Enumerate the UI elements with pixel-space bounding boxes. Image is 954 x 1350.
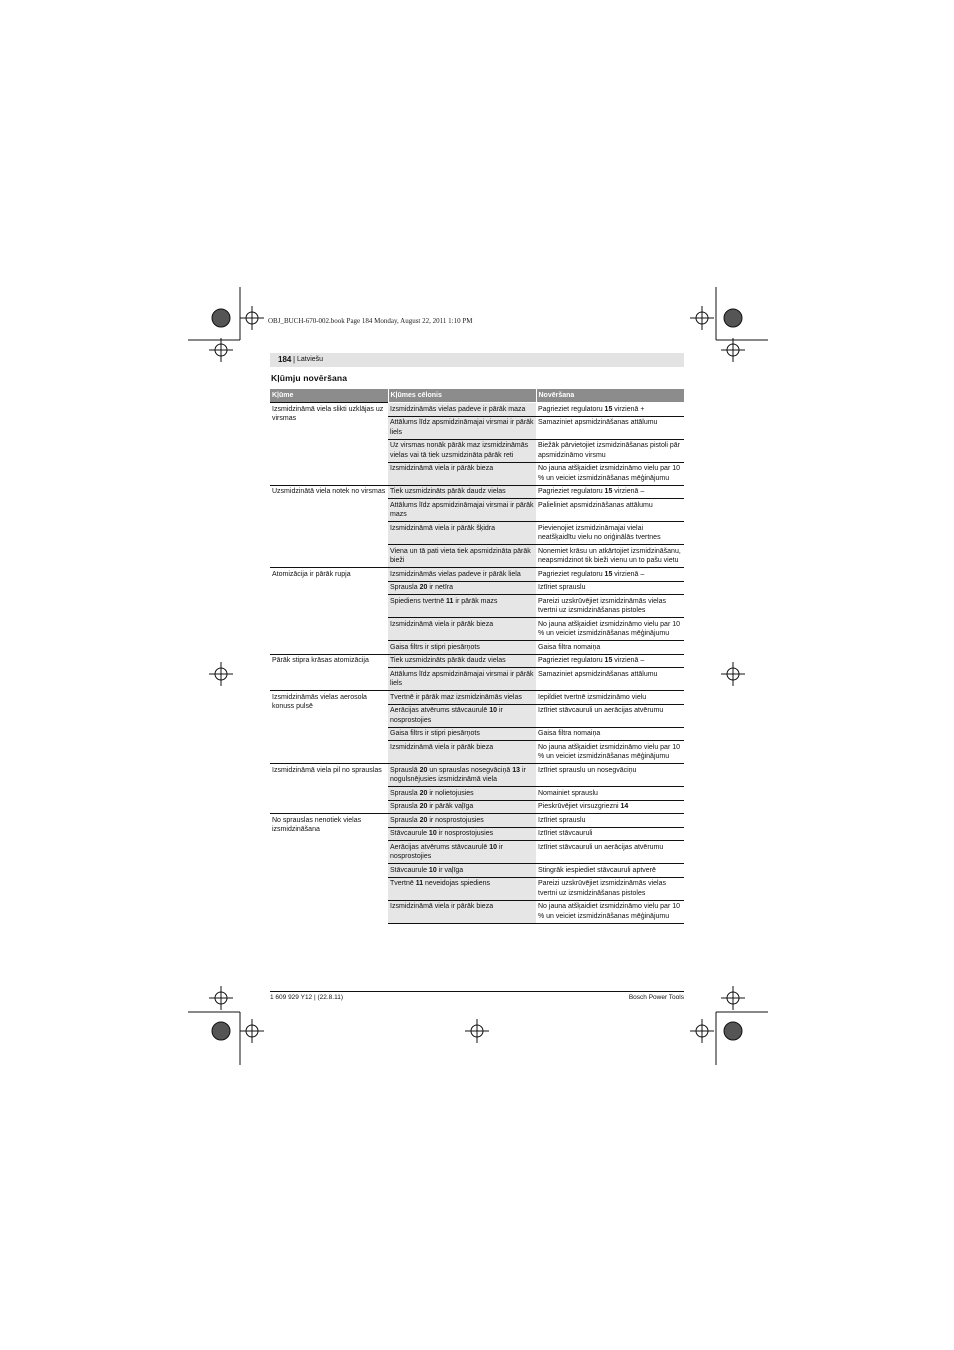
text-fragment: Spiediens tvertnē: [390, 597, 447, 605]
text-fragment: virzienā –: [612, 488, 645, 495]
cause-cell: [388, 864, 536, 878]
cause-cell: [388, 877, 536, 900]
part-number: 10: [489, 843, 498, 851]
remedy-cell: [536, 864, 684, 878]
file-info-line: OBJ_BUCH-670-002.book Page 184 Monday, August 22, 2011 1:10 PM: [268, 317, 473, 325]
text-fragment: virzienā –: [612, 657, 645, 664]
fault-cell: Izsmidzināmās vielas aerosola konuss pulsē: [270, 691, 388, 764]
cause-cell: Uz virsmas nonāk pārāk maz izsmidzināmās vielas vai tā tiek uzsmidzināta pārāk reti: [388, 439, 536, 462]
cause-cell: Gaisa filtrs ir stipri piesārņots: [388, 727, 536, 741]
cause-cell: Viena un tā pati vieta tiek apsmidzināta pārāk bieži: [388, 545, 536, 568]
table-row: [270, 691, 684, 705]
fault-cell: Pārāk stipra krāsas atomizācija: [270, 654, 388, 691]
text-fragment: ir nosprostojusies: [436, 830, 494, 837]
text-fragment: Pareizi uzskrūvējiet izsmidzināmās vielas tvertni uz izsmidzināšanas pistoles: [538, 597, 666, 614]
cause-cell: Izsmidzināmā viela ir pārāk bieza: [388, 618, 536, 641]
text-fragment: ir vaļīga: [436, 866, 464, 874]
text-fragment: Pagrieziet regulatoru: [538, 657, 605, 664]
part-number: 14: [620, 803, 629, 810]
table-row: [270, 485, 684, 499]
text-fragment: ir nosprostojies: [390, 843, 503, 860]
cause-cell: Izsmidzināmā viela ir pārāk bieza: [388, 462, 536, 485]
text-fragment: Nonemiet krāsu un atkārtojiet izsmidzināšanu, neapsmidzinot tik bieži vienu un to pašu vietu: [538, 547, 681, 564]
text-fragment: virzienā +: [612, 405, 645, 413]
text-fragment: No jauna atšķaidiet izsmidzināmo vielu par 10 % un veiciet izsmidzināšanas mēģinājumu: [538, 620, 681, 637]
part-number: 10: [428, 866, 437, 874]
cause-cell: Tiek uzsmidzināts pārāk daudz vielas: [388, 485, 536, 499]
footer-brand: Bosch Power Tools: [628, 994, 684, 1001]
cause-cell: [388, 827, 536, 841]
text-fragment: Aerācijas atvērums stāvcaurulē: [390, 843, 490, 851]
cause-cell: Izsmidzināmās vielas padeve ir pārāk maza: [388, 403, 536, 417]
text-fragment: Pagrieziet regulatoru: [538, 570, 605, 578]
text-fragment: Stāvcaurule: [390, 866, 429, 874]
fault-cell: Izsmidzināmā viela pil no sprauslas: [270, 764, 388, 814]
text-fragment: Sprauslā: [390, 766, 420, 774]
text-fragment: Iepildiet tvertnē izsmidzināmo vielu: [538, 693, 647, 701]
cause-cell: [388, 595, 536, 618]
cause-cell: [388, 814, 536, 828]
text-fragment: Gaisa filtra nomaiņa: [538, 643, 601, 651]
text-fragment: ir nosprostojies: [390, 707, 503, 724]
column-header-remedy: Novēršana: [536, 389, 684, 403]
text-fragment: ir nolietojusies: [427, 789, 474, 797]
remedy-cell: [536, 841, 684, 864]
text-fragment: Sprausla: [390, 803, 420, 810]
header-language: Latviešu: [297, 356, 324, 363]
remedy-cell: [536, 462, 684, 485]
text-fragment: ir nosprostojusies: [427, 816, 484, 824]
part-number: 20: [419, 789, 428, 797]
cause-cell: Izsmidzināmās vielas padeve ir pārāk liela: [388, 568, 536, 582]
part-number: 10: [428, 830, 437, 837]
text-fragment: Palieliniet apsmidzināšanas attālumu: [538, 501, 653, 509]
table-row: [270, 654, 684, 668]
text-fragment: Iztīriet sprauslu un nosegvāciņu: [538, 766, 637, 774]
text-fragment: ir netīra: [427, 584, 454, 591]
table-body: [270, 403, 684, 924]
text-fragment: Iztīriet stāvcauruli un aerācijas atvērumu: [538, 707, 664, 714]
part-number: 15: [604, 488, 613, 495]
footer-doc-number: 1 609 929 Y12 | (22.8.11): [270, 994, 344, 1001]
cause-cell: [388, 764, 536, 787]
text-fragment: Pagrieziet regulatoru: [538, 405, 605, 413]
text-fragment: Iztīriet sprauslu: [538, 816, 586, 824]
remedy-cell: [536, 654, 684, 668]
text-fragment: Pieskrūvējiet virsuzgriezni: [538, 803, 621, 810]
remedy-cell: [536, 568, 684, 582]
table-header-row: [270, 389, 684, 403]
cause-cell: Attālums līdz apsmidzināmajai virsmai ir pārāk liels: [388, 668, 536, 691]
remedy-cell: [536, 800, 684, 814]
remedy-cell: [536, 787, 684, 801]
cause-cell: Attālums līdz apsmidzināmajai virsmai ir pārāk liels: [388, 416, 536, 439]
text-fragment: Biežāk pārvietojiet izsmidzināšanas pistoli pār apsmidzināmo virsmu: [538, 442, 681, 459]
cause-cell: [388, 800, 536, 814]
page-number: 184: [278, 355, 292, 364]
text-fragment: Pievienojiet izsmidzināmajai vielai neatšķaidītu vielu no oriģinālās tvertnes: [538, 524, 661, 541]
text-fragment: Pagrieziet regulatoru: [538, 488, 605, 495]
remedy-cell: [536, 727, 684, 741]
fault-cell: Atomizācija ir pārāk rupja: [270, 568, 388, 655]
text-fragment: Stingrāk iespiediet stāvcauruli aptverē: [538, 866, 656, 874]
text-fragment: neveidojas spiediens: [423, 880, 491, 887]
part-number: 20: [419, 803, 428, 810]
remedy-cell: [536, 814, 684, 828]
remedy-cell: [536, 485, 684, 499]
troubleshooting-table: [270, 389, 684, 924]
fault-cell: Izsmidzināmā viela slikti uzklājas uz virsmas: [270, 403, 388, 486]
remedy-cell: [536, 439, 684, 462]
text-fragment: Samaziniet apsmidzināšanas attālumu: [538, 670, 658, 678]
text-fragment: Iztīriet stāvcauruli un aerācijas atvērumu: [538, 843, 664, 851]
text-fragment: Aerācijas atvērums stāvcaurulē: [390, 707, 490, 714]
part-number: 15: [604, 657, 613, 664]
footer-rule: [270, 991, 684, 992]
remedy-cell: [536, 668, 684, 691]
text-fragment: Iztīriet stāvcauruli: [538, 830, 593, 837]
text-fragment: Tvertnē: [390, 880, 416, 887]
header-separator: |: [293, 355, 296, 364]
part-number: 10: [489, 707, 498, 714]
text-fragment: Gaisa filtra nomaiņa: [538, 730, 601, 737]
part-number: 13: [512, 766, 521, 774]
text-fragment: Iztīriet sprauslu: [538, 584, 586, 591]
fault-cell: Uzsmidzinātā viela notek no virsmas: [270, 485, 388, 568]
text-fragment: Stāvcaurule: [390, 830, 429, 837]
text-fragment: No jauna atšķaidiet izsmidzināmo vielu par 10 % un veiciet izsmidzināšanas mēģinājumu: [538, 465, 681, 482]
remedy-cell: [536, 691, 684, 705]
remedy-cell: [536, 741, 684, 764]
remedy-cell: [536, 522, 684, 545]
text-fragment: No jauna atšķaidiet izsmidzināmo vielu par 10 % un veiciet izsmidzināšanas mēģinājumu: [538, 903, 681, 920]
remedy-cell: [536, 704, 684, 727]
text-fragment: Sprausla: [390, 816, 420, 824]
remedy-cell: [536, 641, 684, 655]
part-number: 20: [419, 584, 428, 591]
section-title: Kļūmju novēršana: [271, 373, 348, 383]
cause-cell: Izsmidzināmā viela ir pārāk šķidra: [388, 522, 536, 545]
remedy-cell: [536, 618, 684, 641]
cause-cell: [388, 787, 536, 801]
remedy-cell: [536, 499, 684, 522]
remedy-cell: [536, 545, 684, 568]
remedy-cell: [536, 595, 684, 618]
remedy-cell: [536, 764, 684, 787]
column-header-fault: Kļūme: [270, 389, 388, 403]
cause-cell: Izsmidzināmā viela ir pārāk bieza: [388, 741, 536, 764]
cause-cell: Tiek uzsmidzināts pārāk daudz vielas: [388, 654, 536, 668]
remedy-cell: [536, 900, 684, 923]
table-row: [270, 814, 684, 828]
cause-cell: [388, 581, 536, 595]
remedy-cell: [536, 877, 684, 900]
remedy-cell: [536, 403, 684, 417]
text-fragment: Pareizi uzskrūvējiet izsmidzināmās vielas tvertni uz izsmidzināšanas pistoles: [538, 880, 666, 897]
text-fragment: virzienā –: [612, 570, 645, 578]
cause-cell: Attālums līdz apsmidzināmajai virsmai ir pārāk mazs: [388, 499, 536, 522]
part-number: 20: [419, 766, 428, 774]
part-number: 11: [415, 880, 424, 887]
table-row: [270, 568, 684, 582]
part-number: 11: [446, 597, 454, 605]
column-header-cause: Kļūmes cēlonis: [388, 389, 536, 403]
remedy-cell: [536, 416, 684, 439]
cause-cell: Tvertnē ir pārāk maz izsmidzināmās vielas: [388, 691, 536, 705]
text-fragment: ir pārāk vaļīga: [427, 803, 474, 810]
text-fragment: Samaziniet apsmidzināšanas attālumu: [538, 419, 658, 426]
cause-cell: [388, 704, 536, 727]
table-row: [270, 764, 684, 787]
text-fragment: ir pārāk mazs: [453, 597, 498, 605]
text-fragment: un sprauslas nosegvāciņā: [427, 766, 513, 774]
text-fragment: ir nogulsnējusies izsmidzināmā viela: [390, 766, 526, 783]
table-row: [270, 403, 684, 417]
part-number: 20: [419, 816, 428, 824]
running-header-bar: [270, 353, 684, 367]
part-number: 15: [604, 405, 613, 413]
text-fragment: Sprausla: [390, 584, 420, 591]
cause-cell: [388, 841, 536, 864]
remedy-cell: [536, 581, 684, 595]
cause-cell: Gaisa filtrs ir stipri piesārņots: [388, 641, 536, 655]
fault-cell: No sprauslas nenotiek vielas izsmidzināšana: [270, 814, 388, 924]
remedy-cell: [536, 827, 684, 841]
part-number: 15: [604, 570, 613, 578]
text-fragment: Nomainiet sprauslu: [538, 789, 598, 797]
text-fragment: No jauna atšķaidiet izsmidzināmo vielu par 10 % un veiciet izsmidzināšanas mēģinājumu: [538, 743, 681, 760]
troubleshooting-table-container: [270, 389, 684, 924]
cause-cell: Izsmidzināmā viela ir pārāk bieza: [388, 900, 536, 923]
text-fragment: Sprausla: [390, 789, 420, 797]
